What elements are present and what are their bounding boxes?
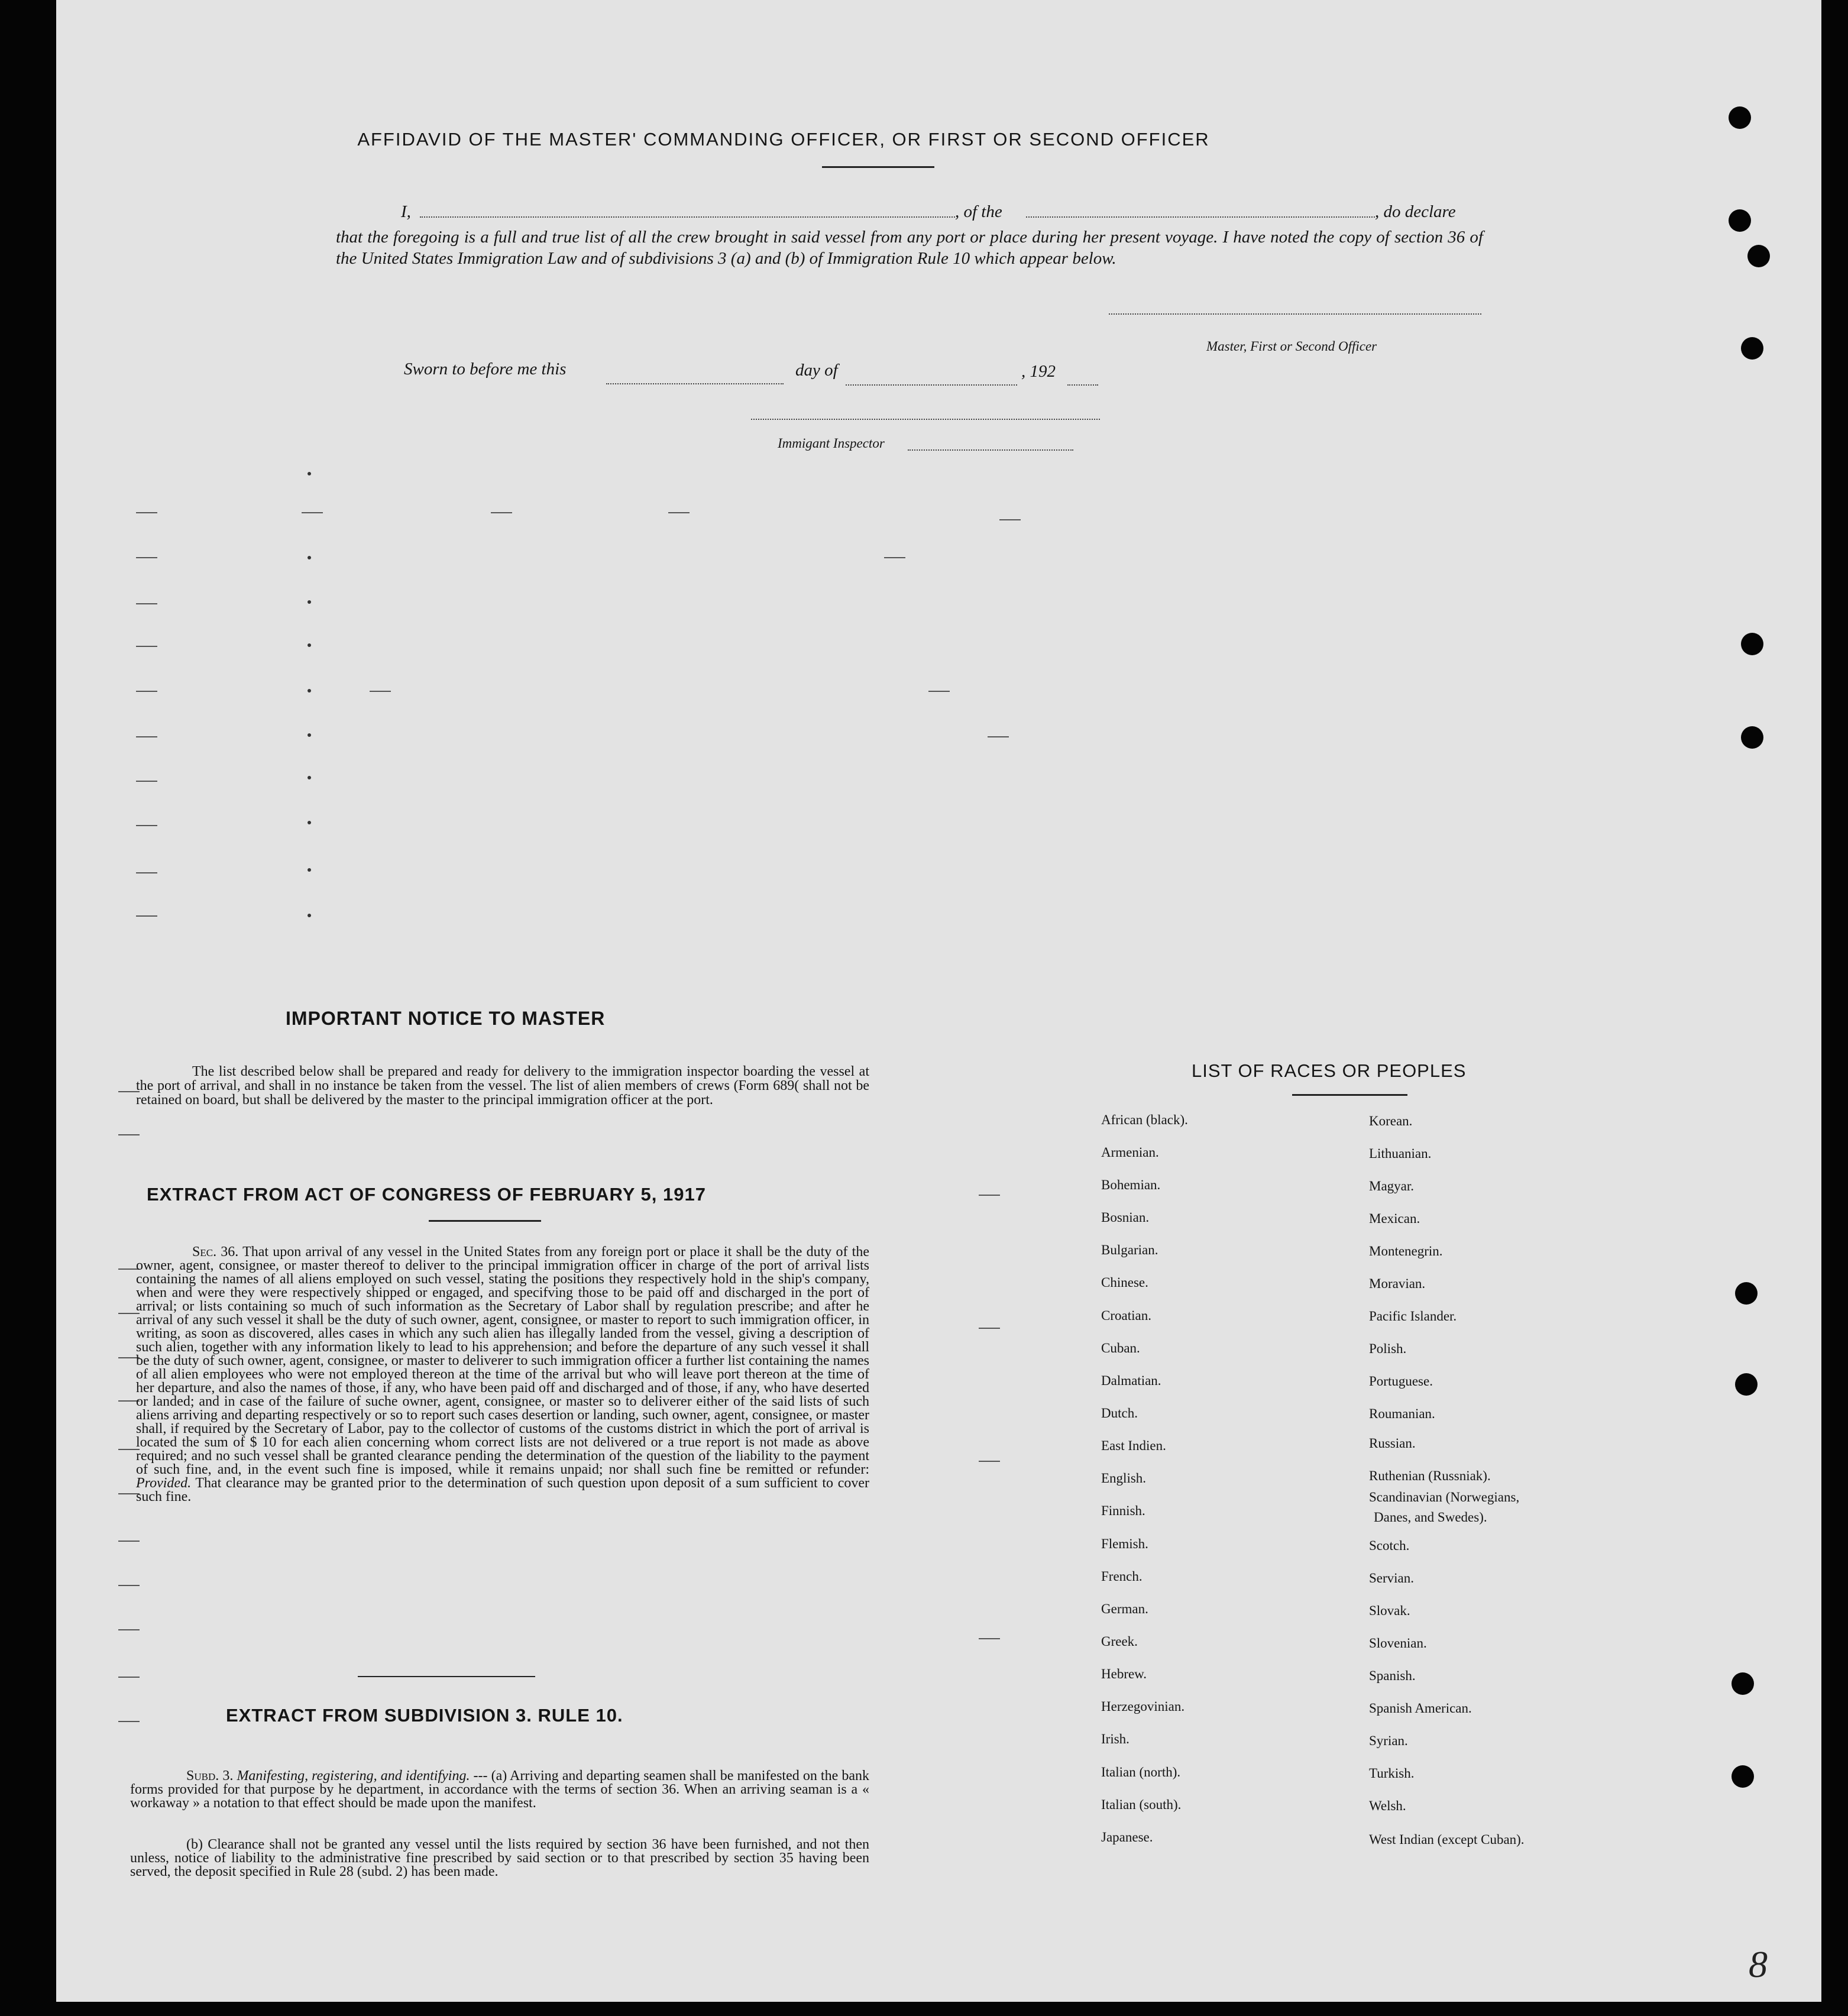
race-item: Moravian.: [1369, 1276, 1426, 1291]
sworn-year: , 192: [1021, 362, 1056, 381]
inspector-label: Immigant Inspector: [778, 436, 885, 451]
affidavit-title-rule: [822, 166, 934, 168]
act-extract-body: [136, 1245, 869, 1504]
race-item: Syrian.: [1369, 1733, 1408, 1748]
race-item: Greek.: [1101, 1634, 1138, 1649]
inspector-label-line: [908, 449, 1073, 451]
race-item: East Indien.: [1101, 1438, 1166, 1453]
race-item: Welsh.: [1369, 1798, 1406, 1813]
sec-36-text-end: That clearance may be granted prior to the determination of such question upon deposit of a sum sufficient to cover such fine.: [136, 1475, 869, 1504]
inspector-signature-line: [751, 419, 1100, 420]
race-item: French.: [1101, 1569, 1143, 1584]
act-extract-end-rule: [358, 1676, 535, 1677]
races-title: LIST OF RACES OR PEOPLES: [1192, 1060, 1467, 1081]
race-item: Spanish American.: [1369, 1701, 1472, 1716]
signature-label: Master, First or Second Officer: [1206, 339, 1377, 354]
race-item: Dutch.: [1101, 1406, 1138, 1420]
race-item: Scotch.: [1369, 1538, 1410, 1553]
race-item: Finnish.: [1101, 1503, 1145, 1518]
race-item: Ruthenian (Russniak).: [1369, 1468, 1491, 1483]
race-item: Dalmatian.: [1101, 1373, 1161, 1388]
race-item: Lithuanian.: [1369, 1146, 1432, 1161]
race-item: Portuguese.: [1369, 1374, 1433, 1389]
race-item: Herzegovinian.: [1101, 1699, 1185, 1714]
race-item: Irish.: [1101, 1732, 1129, 1746]
vessel-name-field: [1026, 216, 1375, 218]
sworn-day-field: [606, 383, 784, 384]
race-item: Magyar.: [1369, 1179, 1415, 1193]
page-number-mark: 8: [1749, 1943, 1768, 1985]
race-item: Pacific Islander.: [1369, 1309, 1457, 1323]
race-item: Roumanian.: [1369, 1406, 1435, 1421]
race-item: Japanese.: [1101, 1830, 1153, 1845]
race-item: Turkish.: [1369, 1766, 1415, 1781]
form-sheet: [56, 0, 1821, 2002]
master-name-field: [420, 216, 955, 218]
sec-36-text: That upon arrival of any vessel in the United States from any foreign port or place it shall be the duty of the owner, agent, consignee, or master thereof to deliver to the principal immigration officer in charge of the port of arrival lists containing the names of all aliens employed on such vessel, stating the positions they respectively hold in the ship's company, when and were they were respectively shipped or engaged, and specifving those to be paid off and discharged in the port of arrival; or lists containing so much of such information as the Secretary of Labor shall by regulation prescribe; and after he arrival of any such vessel it shall be the duty of such owner, agent, consignee, or master to report to such immigration officer, in writing, as soon as discovered, alles cases in which any such alien has illegally landed from the vessel, giving a description of such alien, together with any information likely to lead to his apprehension; and before the departure of any such vessel it shall be the duty of such owner, agent, consignee, or master to deliverer to such immigration officer a further list containing the names of all alien employees who were not employed thereon at the time of the arrival but who will leave port thereon at the time of her departure, and also the names of those, if any, who have been paid off and discharged and of those, if any, who have deserted or landed; and in case of the failure of suche owner, agent, consignee, or master so to deliverer either of the said lists of such aliens arriving and departing respectively or so to report such cases desertion or landing, such owner, agent, consignee, or master shall, if required by the Secretary of Labor, pay to the collector of customs of the customs district in which the port of arrival is located the sum of $ 10 for each alien concerning whom correct lists are not delivered or a true report is not made as above required; and no such vessel shall be granted clearance pending the determination of the question of the liability to the payment of such fine, and, in the event such fine is imposed, while it remains unpaid; nor shall such fine be remitted or refunder:: [136, 1244, 869, 1477]
sec-36-provided: Provided.: [136, 1475, 192, 1491]
race-item: Slovenian.: [1369, 1636, 1427, 1651]
rule-extract-para-b: (b) Clearance shall not be granted any vessel until the lists required by section 36 have been furnished, and not then unless, notice of liability to the administrative fine prescribed by said section or to that prescribed by section 35 having been served, the deposit specified in Rule 28 (subd. 2) has been made.: [130, 1837, 869, 1879]
race-item: Slovak.: [1369, 1603, 1410, 1618]
sworn-prefix: Sworn to before me this: [404, 360, 567, 378]
race-item: Bohemian.: [1101, 1177, 1161, 1192]
race-item: Armenian.: [1101, 1145, 1159, 1160]
affidavit-declare: , do declare: [1375, 202, 1456, 221]
race-item: Russian.: [1369, 1436, 1416, 1451]
race-item: Danes, and Swedes).: [1374, 1510, 1487, 1525]
subd-label: Subd. 3.: [186, 1768, 234, 1784]
race-item: Polish.: [1369, 1341, 1407, 1356]
race-item: Montenegrin.: [1369, 1244, 1443, 1258]
notice-title: IMPORTANT NOTICE TO MASTER: [286, 1008, 606, 1029]
race-item: Italian (north).: [1101, 1765, 1181, 1779]
sec-36-label: Sec. 36.: [192, 1244, 239, 1260]
act-extract-rule: [429, 1220, 541, 1222]
rule-extract-para-a: [130, 1769, 869, 1810]
sworn-year-field: [1067, 384, 1098, 386]
race-item: Korean.: [1369, 1114, 1413, 1128]
sworn-day-of: day of: [795, 361, 838, 380]
race-item: West Indian (except Cuban).: [1369, 1832, 1525, 1847]
affidavit-body: that the foregoing is a full and true list of all the crew brought in said vessel from any port or place during her present voyage. I have noted the copy of section 36 of the United States Immigration Law and of subdivisions 3 (a) and (b) of Immigration Rule 10 which appear below.: [336, 228, 1483, 268]
affidavit-title: AFFIDAVID OF THE MASTER' COMMANDING OFFICER, OR FIRST OR SECOND OFFICER: [357, 129, 1210, 150]
race-item: Scandinavian (Norwegians,: [1369, 1490, 1520, 1504]
rule-extract-title: EXTRACT FROM SUBDIVISION 3. RULE 10.: [226, 1705, 623, 1726]
race-item: German.: [1101, 1601, 1148, 1616]
race-item: Cuban.: [1101, 1341, 1140, 1355]
race-item: Croatian.: [1101, 1308, 1151, 1323]
races-title-rule: [1292, 1094, 1407, 1096]
race-item: Hebrew.: [1101, 1666, 1147, 1681]
affidavit-of-the: , of the: [955, 202, 1002, 221]
race-item: Mexican.: [1369, 1211, 1420, 1226]
affidavit-line-i: I,: [401, 202, 411, 221]
race-item: Bosnian.: [1101, 1210, 1150, 1225]
subd-para-a-text: --- (a) Arriving and departing seamen shall be manifested on the bank forms provided for that purpose by he department, in accordance with the terms of section 36. When an arriving seaman is a « workaway » a notation to that effect should be made upon the manifest.: [130, 1768, 869, 1811]
subd-heading: Manifesting, registering, and identifying.: [237, 1768, 470, 1784]
race-item: African (black).: [1101, 1112, 1188, 1127]
signature-line: [1109, 313, 1481, 315]
race-item: Spanish.: [1369, 1668, 1416, 1683]
act-extract-title: EXTRACT FROM ACT OF CONGRESS OF FEBRUARY 5, 1917: [147, 1184, 706, 1205]
race-item: English.: [1101, 1471, 1147, 1486]
race-item: Bulgarian.: [1101, 1242, 1158, 1257]
sworn-month-field: [846, 384, 1017, 386]
race-item: Italian (south).: [1101, 1797, 1182, 1812]
notice-body: The list described below shall be prepared and ready for delivery to the immigration inspector boarding the vessel at the port of arrival, and shall in no instance be taken from the vessel. The list of alien members of crews (Form 689( shall not be retained on board, but shall be delivered by the master to the principal immigration officer at the port.: [136, 1064, 869, 1108]
race-item: Flemish.: [1101, 1536, 1148, 1551]
race-item: Chinese.: [1101, 1275, 1148, 1290]
race-item: Servian.: [1369, 1571, 1415, 1585]
